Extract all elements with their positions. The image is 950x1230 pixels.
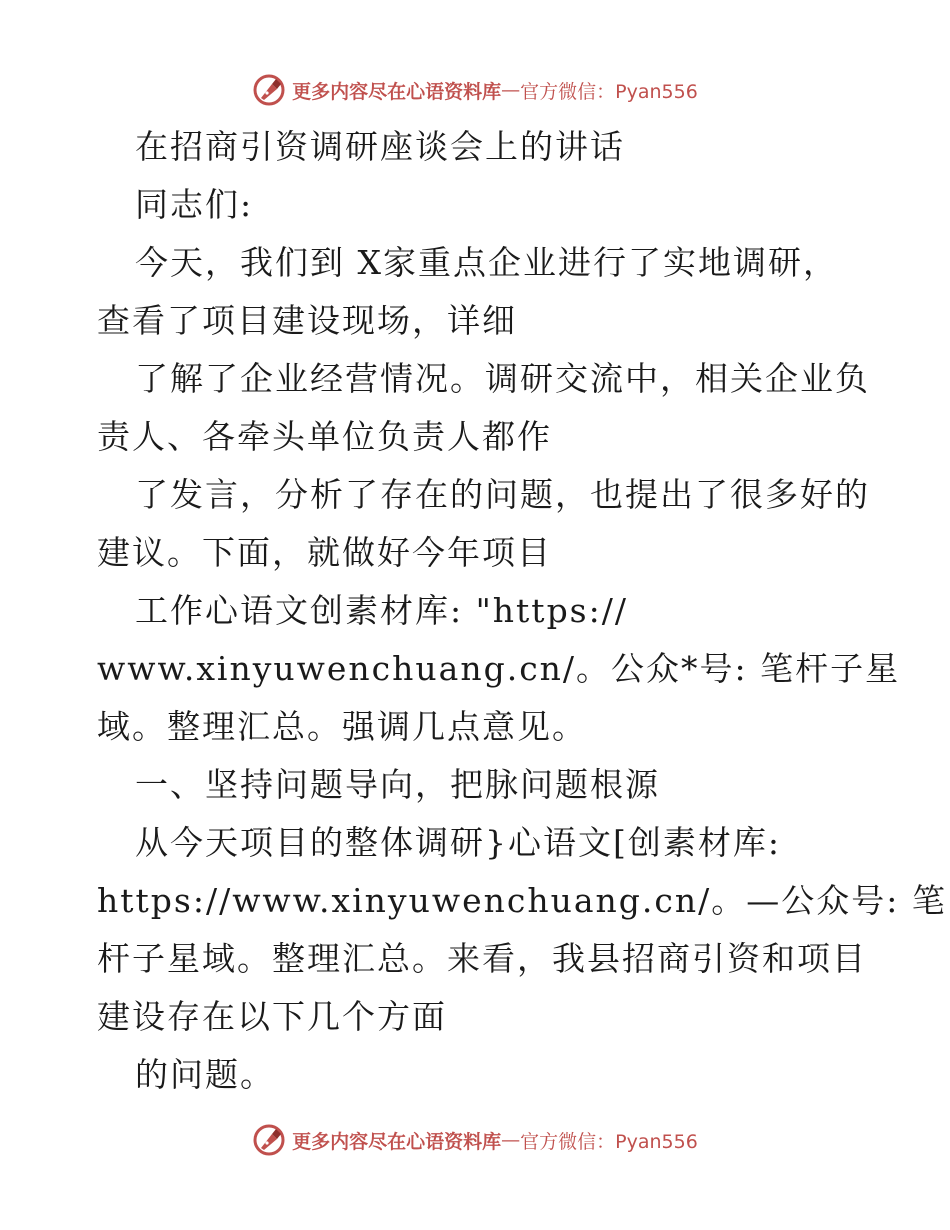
paragraph-line: https://www.xinyuwenchuang.cn/。—公众号: 笔 (97, 881, 947, 920)
document-title: 在招商引资调研座谈会上的讲话 (135, 127, 625, 166)
banner-wechat-text: 官方微信：Pyan556 (520, 80, 698, 103)
paragraph-line: www.xinyuwenchuang.cn/。公众*号: 笔杆子星 (97, 649, 901, 688)
salutation: 同志们: (135, 185, 254, 224)
paragraph-line: 了发言，分析了存在的问题，也提出了很多好的 (135, 475, 870, 514)
paragraph-line: 今天，我们到 X家重点企业进行了实地调研， (135, 243, 838, 282)
banner-brand-text: 更多内容尽在心语资料库 (292, 80, 502, 103)
paragraph-line: 责人、各牵头单位负责人都作 (97, 417, 552, 456)
document-body (97, 118, 947, 1104)
banner-dash: — (501, 79, 521, 101)
paragraph-line: 域。整理汇总。强调几点意见。 (97, 707, 587, 746)
paragraph-line: 了解了企业经营情况。调研交流中，相关企业负 (135, 359, 870, 398)
paragraph-line: 杆子星域。整理汇总。来看，我县招商引资和项目 (97, 939, 867, 978)
footer-banner (0, 1120, 950, 1160)
paragraph-line: 建设存在以下几个方面 (97, 997, 447, 1036)
paragraph-line: 从今天项目的整体调研}心语文[创素材库: (135, 823, 781, 862)
paragraph-line: 工作心语文创素材库: "https:// (135, 591, 628, 630)
paragraph-line: 的问题。 (135, 1055, 275, 1094)
banner-dash: — (501, 1129, 521, 1151)
paragraph-line: 建议。下面，就做好今年项目 (97, 533, 552, 572)
header-banner (0, 70, 950, 110)
section-heading: 一、坚持问题导向，把脉问题根源 (135, 765, 660, 804)
paragraph-line: 查看了项目建设现场，详细 (97, 301, 517, 340)
banner-brand-text: 更多内容尽在心语资料库 (292, 1130, 502, 1153)
pen-nib-logo-icon (252, 73, 286, 107)
banner-wechat-text: 官方微信：Pyan556 (520, 1130, 698, 1153)
pen-nib-logo-icon (252, 1123, 286, 1157)
